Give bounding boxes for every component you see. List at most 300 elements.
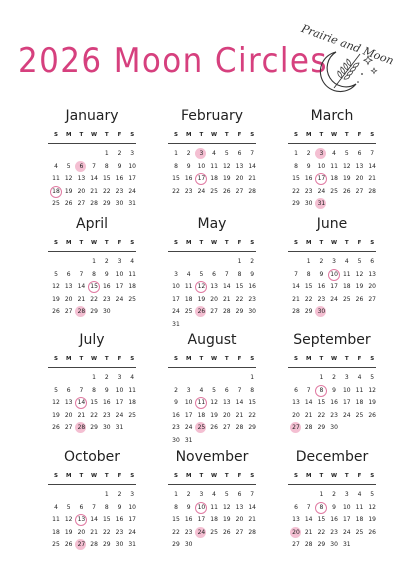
weekday-label: S: [130, 240, 135, 246]
day-cell: 16: [317, 283, 326, 290]
day-cell: 21: [292, 295, 300, 303]
day-cell: 30: [172, 436, 180, 444]
weekday-label: W: [331, 356, 338, 362]
weekday-label: F: [357, 356, 362, 362]
day-cell: 12: [368, 503, 376, 511]
day-cell: 8: [92, 270, 96, 278]
day-cell: 21: [304, 528, 313, 536]
day-cell: 23: [115, 187, 124, 195]
month-name: January: [65, 108, 119, 124]
day-cell: 27: [235, 187, 244, 195]
weekday-label: M: [65, 240, 72, 246]
day-cell: 27: [222, 424, 231, 431]
header-rule: [288, 484, 376, 485]
weekday-label: F: [237, 240, 242, 246]
weekday-label: S: [130, 356, 135, 362]
day-cell: 4: [212, 150, 216, 157]
day-cell: 10: [328, 269, 340, 280]
day-cell: 16: [184, 516, 193, 523]
day-cell: 20: [77, 187, 86, 195]
weekday-label: S: [54, 240, 58, 246]
day-cell: 21: [90, 187, 98, 195]
day-cell: 28: [304, 541, 313, 548]
day-cell: 13: [292, 516, 300, 523]
day-cell: 6: [75, 161, 87, 172]
month-name: July: [79, 332, 105, 348]
day-cell: 3: [130, 150, 135, 157]
day-cell: 8: [250, 386, 255, 394]
month-name: April: [76, 216, 108, 232]
month-name: October: [63, 449, 121, 465]
weekday-label: T: [79, 132, 84, 138]
logo-text: Prairie and Moon: [299, 22, 396, 68]
day-cell: 14: [248, 503, 256, 511]
day-cell: 6: [370, 258, 375, 265]
day-cell: 18: [210, 175, 218, 182]
day-cell: 12: [64, 516, 73, 523]
day-cell: 14: [304, 399, 313, 406]
day-cell: 20: [64, 295, 73, 303]
day-cell: 4: [344, 258, 349, 265]
day-cell: 23: [172, 424, 180, 431]
day-cell: 15: [235, 283, 244, 290]
day-cell: 25: [330, 187, 338, 195]
day-cell: 30: [330, 424, 338, 431]
day-cell: 28: [222, 308, 231, 315]
day-cell: 30: [115, 200, 124, 207]
header-rule: [168, 367, 256, 368]
day-cell: 10: [195, 502, 207, 513]
weekday-label: M: [185, 132, 192, 138]
day-cell: 28: [304, 424, 313, 431]
day-cell: 27: [292, 541, 300, 548]
day-cell: 25: [355, 411, 364, 419]
day-cell: 22: [304, 295, 313, 303]
day-cell: 23: [184, 187, 193, 195]
day-cell: 30: [330, 541, 338, 548]
day-cell: 11: [355, 386, 364, 394]
header-rule: [48, 251, 136, 252]
weekday-label: W: [211, 240, 218, 246]
day-cell: 28: [235, 424, 244, 431]
day-cell: 25: [52, 200, 60, 207]
header-rule: [288, 367, 376, 368]
day-cell: 21: [77, 411, 86, 419]
day-cell: 17: [330, 283, 338, 290]
day-cell: 15: [248, 399, 256, 406]
day-cell: 10: [317, 162, 326, 170]
day-cell: 22: [90, 295, 98, 303]
day-cell: 2: [117, 150, 122, 157]
day-cell: 17: [128, 516, 136, 523]
day-cell: 11: [195, 397, 207, 408]
day-cell: 5: [357, 258, 362, 265]
weekday-label: T: [344, 240, 349, 246]
weekday-label: S: [370, 473, 375, 479]
day-cell: 12: [222, 162, 231, 170]
day-cell: 23: [184, 528, 193, 536]
weekday-header: [170, 356, 254, 366]
weekday-label: S: [54, 356, 58, 362]
day-cell: 14: [292, 283, 300, 290]
day-cell: 21: [248, 175, 256, 182]
day-cell: 20: [292, 411, 300, 419]
day-cell: 19: [210, 411, 218, 419]
day-cell: 24: [115, 295, 124, 303]
day-cell: 22: [235, 295, 244, 303]
day-cell: 13: [77, 175, 86, 182]
day-cell: 2: [104, 374, 109, 381]
weekday-header: [170, 132, 254, 142]
day-cell: 26: [222, 528, 231, 536]
header-rule: [288, 251, 376, 252]
weekday-label: T: [79, 240, 84, 246]
day-cell: 17: [184, 411, 193, 419]
weekday-label: M: [185, 356, 192, 362]
day-cell: 6: [294, 386, 298, 394]
day-cell: 5: [224, 491, 229, 498]
weekday-label: T: [199, 473, 204, 479]
day-cell: 6: [224, 386, 229, 394]
weekday-label: M: [185, 240, 192, 246]
day-cell: 15: [88, 281, 100, 292]
day-cell: 20: [290, 527, 302, 538]
weekday-label: S: [174, 473, 178, 479]
day-cell: 26: [355, 295, 364, 303]
day-cell: 26: [342, 187, 351, 195]
day-cell: 24: [195, 527, 207, 538]
day-cell: 30: [184, 541, 193, 548]
day-cell: 16: [102, 283, 111, 290]
weekday-header: [50, 132, 134, 142]
day-cell: 15: [317, 516, 326, 523]
day-cell: 30: [315, 306, 327, 317]
day-cell: 28: [368, 187, 376, 195]
header-rule: [48, 484, 136, 485]
day-cell: 14: [75, 397, 87, 408]
day-cell: 29: [235, 308, 244, 315]
day-cell: 6: [294, 503, 298, 511]
day-cell: 16: [330, 399, 338, 406]
day-cell: 6: [79, 503, 84, 511]
weekday-header: [170, 240, 254, 250]
weekday-header: [290, 132, 374, 142]
day-cell: 4: [332, 150, 336, 157]
day-cell: 22: [172, 187, 180, 195]
day-cell: 25: [184, 308, 193, 315]
weekday-header: [50, 356, 134, 366]
day-cell: 29: [90, 308, 98, 315]
day-cell: 14: [248, 162, 256, 170]
day-cell: 2: [186, 150, 191, 157]
day-cell: 12: [342, 162, 351, 170]
day-cell: 3: [199, 491, 204, 498]
day-cell: 18: [50, 186, 62, 197]
day-cell: 3: [315, 148, 327, 159]
weekday-label: T: [104, 132, 109, 138]
day-cell: 24: [128, 187, 136, 195]
day-cell: 18: [355, 516, 364, 523]
day-cell: 30: [102, 424, 111, 431]
day-cell: 21: [77, 295, 86, 303]
moon-wheat-icon: [314, 44, 384, 100]
weekday-label: W: [91, 132, 98, 138]
day-cell: 29: [304, 308, 313, 315]
day-cell: 28: [248, 528, 256, 536]
day-cell: 24: [342, 528, 351, 536]
header-rule: [288, 143, 376, 144]
day-cell: 5: [199, 270, 204, 278]
day-cell: 10: [115, 270, 124, 278]
day-cell: 3: [117, 258, 122, 265]
day-cell: 16: [330, 516, 338, 523]
day-cell: 6: [66, 386, 71, 394]
weekday-label: T: [224, 473, 229, 479]
day-cell: 27: [368, 295, 376, 303]
day-cell: 1: [237, 258, 242, 265]
day-cell: 17: [195, 173, 207, 184]
day-cell: 19: [342, 175, 351, 182]
day-cell: 9: [332, 386, 336, 394]
day-cell: 30: [115, 541, 124, 548]
day-cell: 14: [235, 399, 244, 406]
day-cell: 25: [128, 411, 136, 419]
day-cell: 14: [222, 283, 231, 290]
header-rule: [168, 251, 256, 252]
weekday-label: M: [305, 132, 312, 138]
day-cell: 23: [115, 528, 124, 536]
day-cell: 28: [90, 200, 98, 207]
day-cell: 26: [52, 308, 60, 315]
day-cell: 21: [368, 175, 376, 182]
day-cell: 12: [222, 503, 231, 511]
day-cell: 18: [355, 399, 364, 406]
weekday-label: W: [91, 356, 98, 362]
month-name: September: [293, 332, 371, 348]
day-cell: 7: [250, 150, 255, 157]
weekday-label: W: [91, 240, 98, 246]
day-cell: 22: [90, 411, 98, 419]
day-cell: 31: [128, 541, 136, 548]
weekday-label: T: [79, 356, 84, 362]
day-cell: 3: [344, 491, 349, 498]
day-cell: 13: [355, 162, 364, 170]
day-cell: 26: [210, 424, 218, 431]
day-cell: 16: [115, 175, 124, 182]
day-cell: 18: [52, 528, 60, 536]
day-cell: 20: [77, 528, 86, 536]
day-cell: 5: [224, 150, 229, 157]
day-cell: 2: [319, 258, 324, 265]
day-cell: 2: [332, 491, 336, 498]
day-cell: 7: [237, 386, 242, 394]
day-cell: 12: [210, 399, 218, 406]
day-cell: 4: [130, 258, 135, 265]
page-title: 2026 Moon Circles: [18, 42, 328, 81]
weekday-label: M: [185, 473, 192, 479]
day-cell: 28: [90, 541, 98, 548]
day-cell: 1: [104, 150, 109, 157]
weekday-label: S: [174, 356, 178, 362]
day-cell: 31: [115, 424, 124, 431]
day-cell: 11: [128, 386, 136, 394]
day-cell: 31: [184, 436, 193, 444]
day-cell: 24: [342, 411, 351, 419]
day-cell: 9: [186, 503, 191, 511]
day-cell: 15: [172, 516, 180, 523]
day-cell: 9: [319, 270, 324, 278]
weekday-label: S: [54, 473, 58, 479]
day-cell: 29: [292, 200, 300, 207]
month-name: December: [295, 449, 369, 465]
day-cell: 30: [304, 200, 313, 207]
day-cell: 28: [292, 308, 300, 315]
day-cell: 10: [128, 503, 136, 511]
day-cell: 11: [330, 162, 338, 170]
weekday-label: T: [199, 132, 204, 138]
day-cell: 14: [90, 175, 98, 182]
day-cell: 1: [174, 491, 178, 498]
weekday-label: W: [331, 132, 338, 138]
day-cell: 5: [54, 270, 58, 278]
day-cell: 9: [186, 162, 191, 170]
weekday-label: F: [237, 473, 242, 479]
day-cell: 13: [222, 399, 231, 406]
day-cell: 25: [355, 528, 364, 536]
day-cell: 13: [64, 283, 73, 290]
day-cell: 10: [342, 503, 351, 511]
day-cell: 4: [357, 374, 362, 381]
day-cell: 1: [104, 491, 109, 498]
day-cell: 24: [330, 295, 338, 303]
weekday-label: S: [370, 240, 375, 246]
day-cell: 26: [368, 528, 376, 536]
day-cell: 9: [174, 399, 178, 406]
day-cell: 10: [128, 162, 136, 170]
day-cell: 16: [115, 516, 124, 523]
day-cell: 2: [186, 491, 191, 498]
weekday-label: F: [117, 132, 122, 138]
day-cell: 17: [115, 399, 124, 406]
day-cell: 4: [54, 503, 58, 511]
day-cell: 11: [355, 503, 364, 511]
day-cell: 14: [90, 516, 98, 523]
day-cell: 13: [64, 399, 73, 406]
weekday-label: S: [294, 356, 298, 362]
day-cell: 4: [186, 270, 191, 278]
day-cell: 24: [197, 187, 206, 195]
day-cell: 6: [66, 270, 71, 278]
header-rule: [48, 143, 136, 144]
day-cell: 26: [368, 411, 376, 419]
day-cell: 24: [172, 308, 180, 315]
day-cell: 25: [52, 541, 60, 548]
day-cell: 14: [368, 162, 376, 170]
day-cell: 7: [92, 503, 96, 511]
day-cell: 1: [319, 374, 324, 381]
day-cell: 19: [64, 528, 73, 536]
day-cell: 29: [102, 200, 111, 207]
day-cell: 3: [174, 270, 178, 278]
day-cell: 29: [102, 541, 111, 548]
day-cell: 1: [250, 374, 255, 381]
day-cell: 2: [306, 150, 311, 157]
day-cell: 8: [174, 503, 178, 511]
day-cell: 11: [184, 283, 193, 290]
day-cell: 27: [210, 308, 218, 315]
day-cell: 30: [248, 308, 256, 315]
day-cell: 8: [315, 385, 327, 396]
day-cell: 5: [370, 374, 375, 381]
day-cell: 26: [195, 306, 207, 317]
day-cell: 23: [304, 187, 313, 195]
day-cell: 19: [222, 516, 231, 523]
day-cell: 19: [355, 283, 364, 290]
day-cell: 4: [130, 374, 135, 381]
weekday-label: T: [344, 132, 349, 138]
day-cell: 24: [128, 528, 136, 536]
day-cell: 18: [197, 411, 206, 419]
day-cell: 7: [92, 162, 96, 170]
day-cell: 17: [115, 283, 124, 290]
day-cell: 3: [195, 148, 207, 159]
day-cell: 28: [75, 306, 87, 317]
weekday-label: S: [130, 473, 135, 479]
day-cell: 8: [315, 502, 327, 513]
day-cell: 25: [210, 187, 218, 195]
day-cell: 7: [250, 491, 255, 498]
day-cell: 19: [197, 295, 206, 303]
day-cell: 28: [248, 187, 256, 195]
day-cell: 1: [92, 374, 96, 381]
day-cell: 17: [342, 516, 351, 523]
day-cell: 18: [184, 295, 193, 303]
day-cell: 7: [370, 150, 375, 157]
day-cell: 1: [92, 258, 96, 265]
month-name: November: [175, 449, 249, 465]
month-name: August: [187, 332, 237, 348]
weekday-header: [50, 473, 134, 483]
day-cell: 27: [290, 422, 302, 433]
day-cell: 10: [184, 399, 193, 406]
day-cell: 6: [357, 150, 362, 157]
day-cell: 1: [174, 150, 178, 157]
day-cell: 9: [250, 270, 255, 278]
weekday-header: [290, 356, 374, 366]
day-cell: 12: [64, 175, 73, 182]
weekday-label: S: [370, 356, 375, 362]
weekday-label: W: [91, 473, 98, 479]
weekday-label: S: [174, 132, 178, 138]
day-cell: 16: [102, 399, 111, 406]
day-cell: 23: [330, 411, 338, 419]
weekday-label: T: [319, 473, 324, 479]
day-cell: 27: [77, 200, 86, 207]
day-cell: 18: [128, 283, 136, 290]
day-cell: 18: [342, 283, 351, 290]
day-cell: 20: [222, 411, 231, 419]
weekday-label: T: [199, 240, 204, 246]
day-cell: 3: [332, 258, 336, 265]
day-cell: 11: [52, 175, 60, 182]
day-cell: 5: [66, 503, 71, 511]
day-cell: 18: [210, 516, 218, 523]
weekday-label: T: [319, 132, 324, 138]
day-cell: 15: [304, 283, 313, 290]
day-cell: 27: [75, 539, 87, 550]
weekday-label: S: [130, 132, 135, 138]
day-cell: 13: [235, 162, 244, 170]
